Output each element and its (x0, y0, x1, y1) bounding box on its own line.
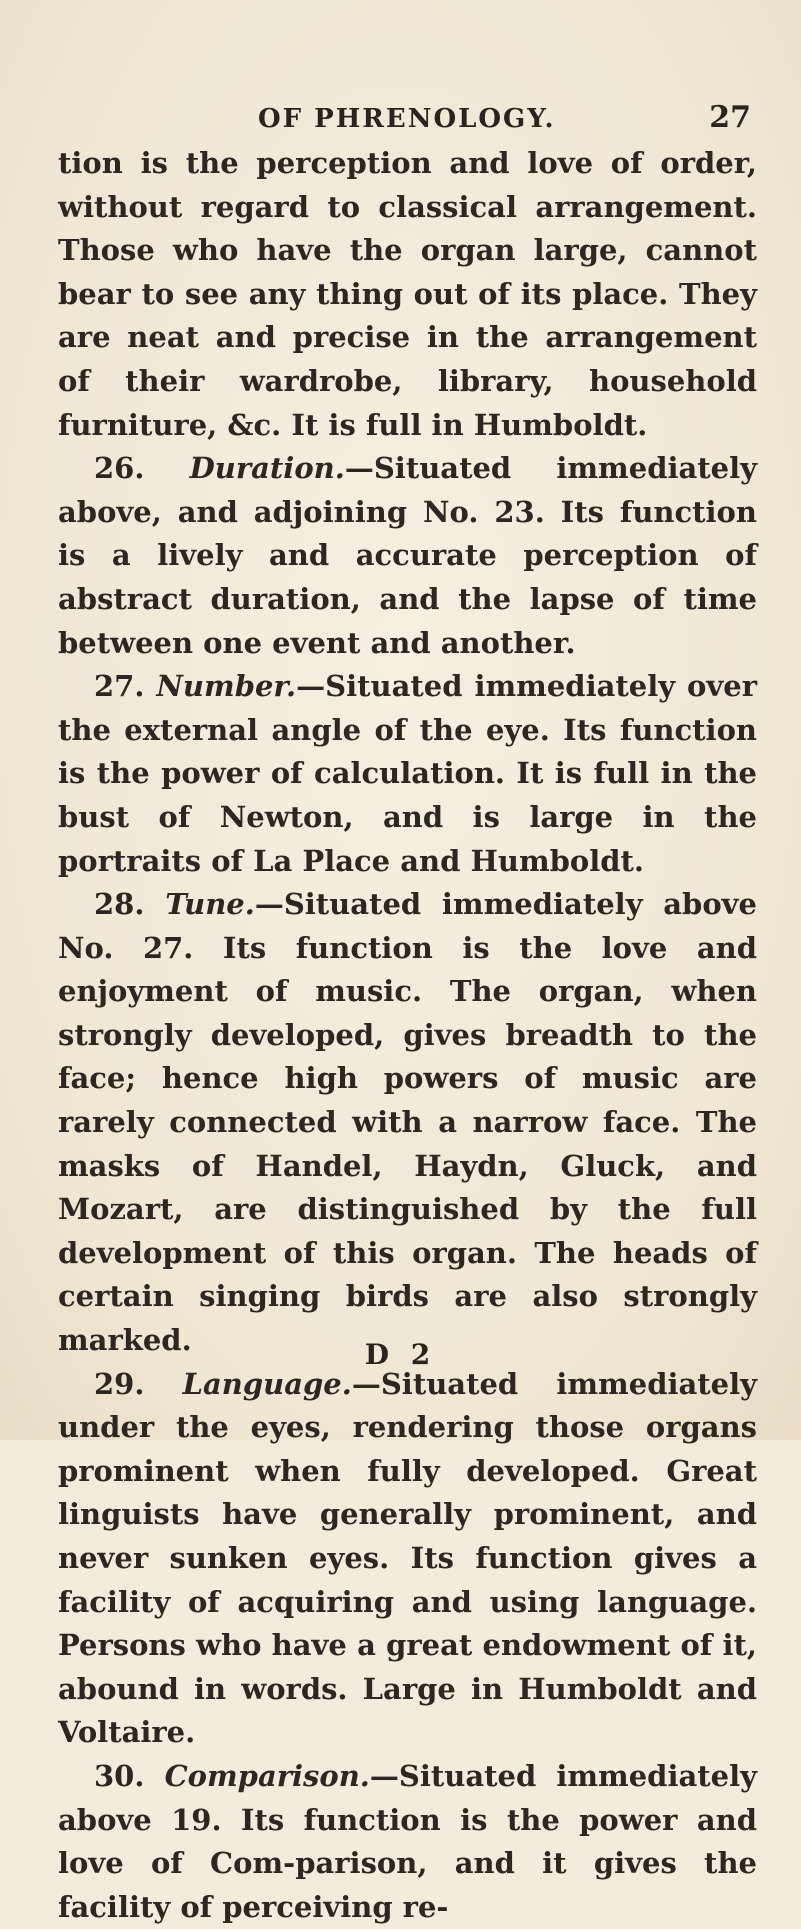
entry-number: 29. (94, 1366, 145, 1401)
paragraph-text: —Situated immediately above 19. Its function is the power and love of Com-parison, and it gives the facility of perceiving re- (58, 1758, 757, 1924)
paragraph-text: —Situated immediately above, and adjoining No. 23. Its function is a lively and accurate perception of abstract duration, and the lapse of time between one event and another. (58, 451, 757, 660)
entry-title: Language. (182, 1366, 352, 1401)
entry-number: 30. (94, 1758, 145, 1793)
running-title: OF PHRENOLOGY. (258, 104, 556, 134)
paragraph-language (58, 1363, 757, 1755)
entry-title: Comparison. (164, 1758, 370, 1793)
paragraph-number (58, 665, 757, 883)
paragraph-comparison (58, 1755, 757, 1929)
paragraph-continuation (58, 142, 757, 447)
signature-mark: D 2 (364, 1338, 437, 1371)
paragraph-duration (58, 447, 757, 665)
paragraph-text: tion is the perception and love of order, without regard to classical arrangement. Those who have the organ large, cannot bear to see any thing out of its place. They are neat and precise in the arrangement of their wardrobe, library, household furniture, &c. It is full in Humboldt. (58, 146, 757, 442)
paragraph-tune (58, 883, 757, 1363)
entry-number: 26. (94, 451, 145, 486)
entry-title: Tune. (165, 887, 255, 922)
running-head (58, 0, 757, 135)
entry-title: Number. (156, 669, 297, 704)
paragraph-text: —Situated immediately over the external angle of the eye. Its function is the power of calculation. It is full in the bust of Newton, and is large in the portraits of La Place and Humboldt. (58, 669, 757, 878)
entry-number: 27. (94, 669, 145, 704)
entry-title: Duration. (189, 451, 345, 486)
entry-number: 28. (94, 887, 145, 922)
paragraph-text: —Situated immediately above No. 27. Its function is the love and enjoyment of music. The organ, when strongly developed, gives breadth to the face; hence high powers of music are rarely connected with a narrow face. The masks of Handel, Haydn, Gluck, and Mozart, are distinguished by the full development of this organ. The heads of certain singing birds are also strongly marked. (58, 887, 757, 1358)
paragraph-text: —Situated immediately under the eyes, rendering those organs prominent when fully developed. Great linguists have generally prominent, and never sunken eyes. Its function gives a facility of acquiring and using language. Persons who have a great endowment of it, abound in words. Large in Humboldt and Voltaire. (58, 1366, 757, 1750)
page-number: 27 (709, 100, 751, 135)
body-text (58, 142, 757, 1929)
